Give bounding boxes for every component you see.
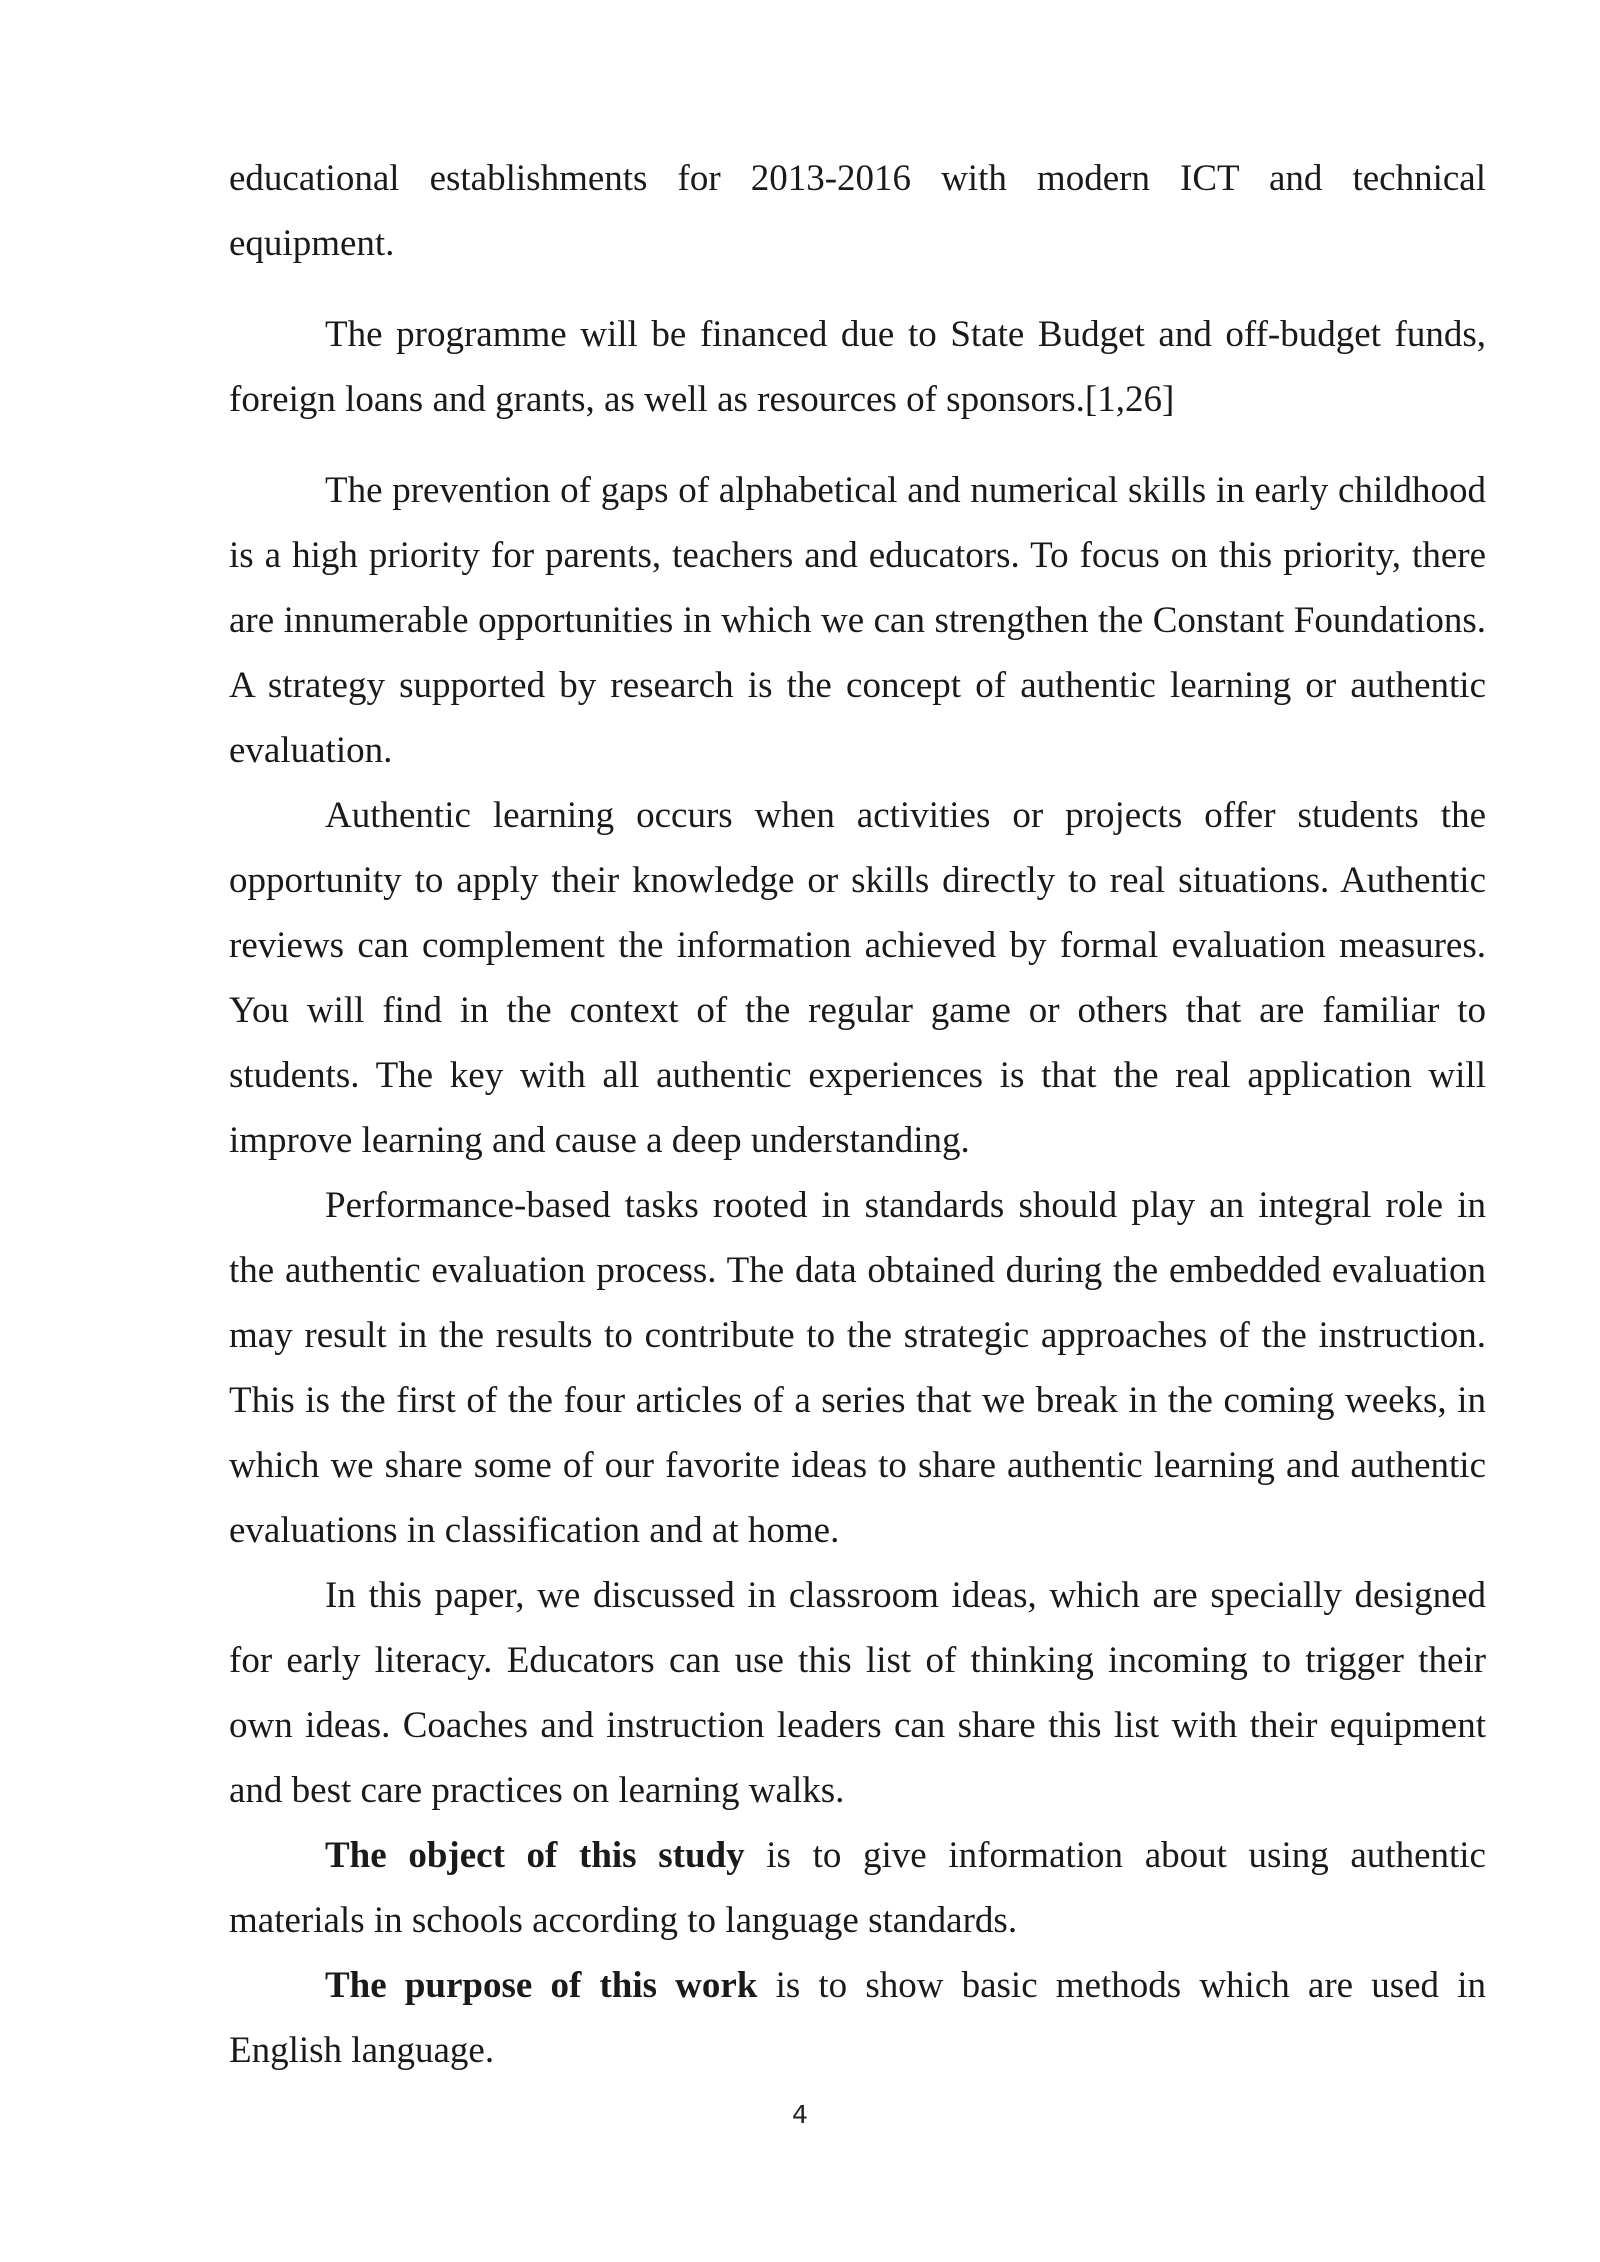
paragraph-prevention bbox=[229, 458, 1486, 783]
page-number: 4 bbox=[792, 2100, 808, 2129]
paragraph-text: educational establishments for 2013-2016 with modern ICT and technical equipment. bbox=[229, 158, 1486, 264]
paragraph-text: Performance-based tasks rooted in standards should play an integral role in the authentic evaluation process. The data obtained during the embedded evaluation may result in the results to contribute to the strategic approaches of the instruction. This is the first of the four articles of a series that we break in the coming weeks, in which we share some of our favorite ideas to share authentic learning and authentic evaluations in classification and at home. bbox=[229, 1185, 1486, 1551]
body-text bbox=[229, 146, 1486, 2083]
paragraph-text: The prevention of gaps of alphabetical and numerical skills in early childhood is a high priority for parents, teachers and educators. To focus on this priority, there are innumerable opportunities in which we can strengthen the Constant Foundations. A strategy supported by research is the concept of authentic learning or authentic evaluation. bbox=[229, 470, 1486, 771]
paragraph-classroom-ideas bbox=[229, 1563, 1486, 1823]
paragraph-bold-lead: The object of this study bbox=[325, 1835, 745, 1876]
paragraph-authentic-learning bbox=[229, 783, 1486, 1173]
paragraph-text: is to show basic methods which are used in English language. bbox=[229, 1965, 1486, 2071]
paragraph-text: is to give information about using authentic materials in schools according to language standards. bbox=[229, 1835, 1486, 1941]
paragraph-performance-tasks bbox=[229, 1173, 1486, 1563]
paragraph-continuation bbox=[229, 146, 1486, 276]
paragraph-text: In this paper, we discussed in classroom ideas, which are specially designed for early literacy. Educators can use this list of thinking incoming to trigger their own ideas. Coaches and instruction leaders can share this list with their equipment and best care practices on learning walks. bbox=[229, 1575, 1486, 1811]
paragraph-work-purpose bbox=[229, 1953, 1486, 2083]
paragraph-financing bbox=[229, 302, 1486, 432]
paragraph-text: The programme will be financed due to State Budget and off-budget funds, foreign loans and grants, as well as resources of sponsors.[1,26] bbox=[229, 314, 1486, 420]
paragraph-text: Authentic learning occurs when activities or projects offer students the opportunity to apply their knowledge or skills directly to real situations. Authentic reviews can complement the information achieved by formal evaluation measures. You will find in the context of the regular game or others that are familiar to students. The key with all authentic experiences is that the real application will improve learning and cause a deep understanding. bbox=[229, 795, 1486, 1161]
paragraph-study-object bbox=[229, 1823, 1486, 1953]
paragraph-bold-lead: The purpose of this work bbox=[325, 1965, 758, 2006]
